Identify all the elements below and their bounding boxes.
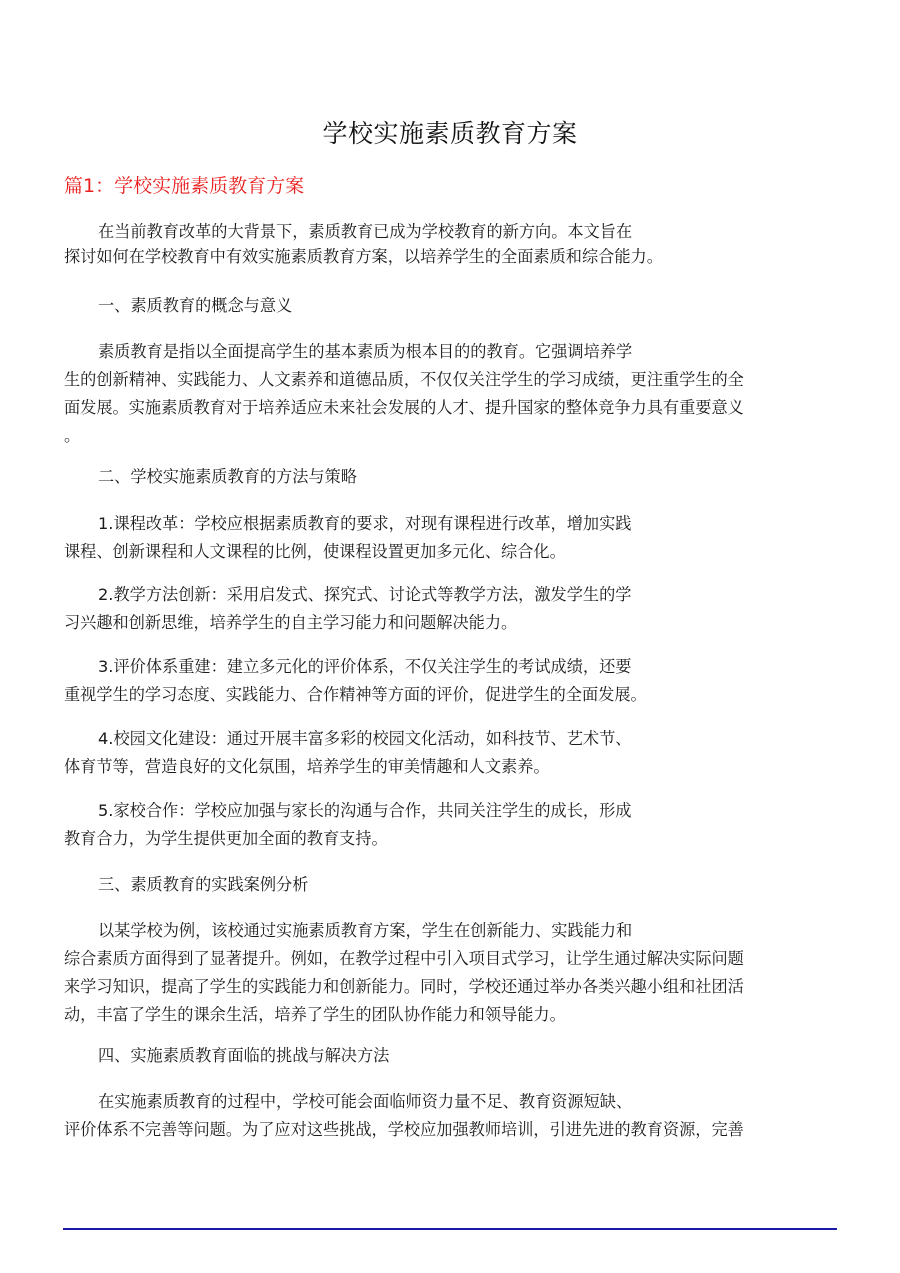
text-line: 重视学生的学习态度、实践能力、合作精神等方面的评价，促进学生的全面发展。 [64,685,647,704]
section-4-paragraph [64,1089,836,1142]
text-line: 1.课程改革：学校应根据素质教育的要求，对现有课程进行改革，增加实践 [98,514,632,533]
text-line: 在实施素质教育的过程中，学校可能会面临师资力量不足、教育资源短缺、 [98,1092,633,1111]
text-line: 体育节等，营造良好的文化氛围，培养学生的审美情趣和人文素养。 [64,757,550,776]
text-line: 2.教学方法创新：采用启发式、探究式、讨论式等教学方法，激发学生的学 [98,585,632,604]
text-line: 动，丰富了学生的课余生活，培养了学生的团队协作能力和领导能力。 [64,1005,566,1024]
text-line: 习兴趣和创新思维，培养学生的自主学习能力和问题解决能力。 [64,613,518,632]
strategy-item-1 [64,511,836,564]
document-title: 学校实施素质教育方案 [322,119,578,148]
footer-divider [63,1228,837,1230]
text-line: 探讨如何在学校教育中有效实施素质教育方案，以培养学生的全面素质和综合能力。 [64,247,663,266]
section-1-paragraph [64,339,836,448]
strategy-item-5 [64,798,836,851]
text-line: 5.家校合作：学校应加强与家长的沟通与合作，共同关注学生的成长，形成 [98,801,632,820]
text-line: 综合素质方面得到了显著提升。例如，在教学过程中引入项目式学习，让学生通过解决实际问题 [64,949,744,968]
strategy-item-3 [64,654,836,707]
section-3-paragraph [64,918,836,1027]
strategy-item-2 [64,582,836,635]
text-line: 生的创新精神、实践能力、人文素养和道德品质，不仅仅关注学生的学习成绩，更注重学生的全 [64,370,744,389]
text-line: 评价体系不完善等问题。为了应对这些挑战，学校应加强教师培训，引进先进的教育资源，完善 [64,1120,744,1139]
section-heading-4: 四、实施素质教育面临的挑战与解决方法 [98,1046,390,1065]
section-subtitle: 篇1：学校实施素质教育方案 [64,175,305,197]
intro-paragraph [64,219,836,269]
text-line: 。 [64,426,81,445]
text-line: 面发展。实施素质教育对于培养适应未来社会发展的人才、提升国家的整体竞争力具有重要意义 [64,398,744,417]
text-line: 4.校园文化建设：通过开展丰富多彩的校园文化活动，如科技节、艺术节、 [98,729,632,748]
text-line: 以某学校为例，该校通过实施素质教育方案，学生在创新能力、实践能力和 [98,921,633,940]
text-line: 课程、创新课程和人文课程的比例，使课程设置更加多元化、综合化。 [64,542,566,561]
text-line: 素质教育是指以全面提高学生的基本素质为根本目的的教育。它强调培养学 [98,342,633,361]
text-line: 教育合力，为学生提供更加全面的教育支持。 [64,829,388,848]
text-line: 3.评价体系重建：建立多元化的评价体系，不仅关注学生的考试成绩，还要 [98,657,632,676]
strategy-item-4 [64,726,836,779]
section-heading-1: 一、素质教育的概念与意义 [98,296,293,315]
section-heading-2: 二、学校实施素质教育的方法与策略 [98,467,357,486]
text-line: 在当前教育改革的大背景下，素质教育已成为学校教育的新方向。本文旨在 [98,222,633,241]
section-heading-3: 三、素质教育的实践案例分析 [98,875,309,894]
text-line: 来学习知识，提高了学生的实践能力和创新能力。同时，学校还通过举办各类兴趣小组和社团活 [64,977,744,996]
